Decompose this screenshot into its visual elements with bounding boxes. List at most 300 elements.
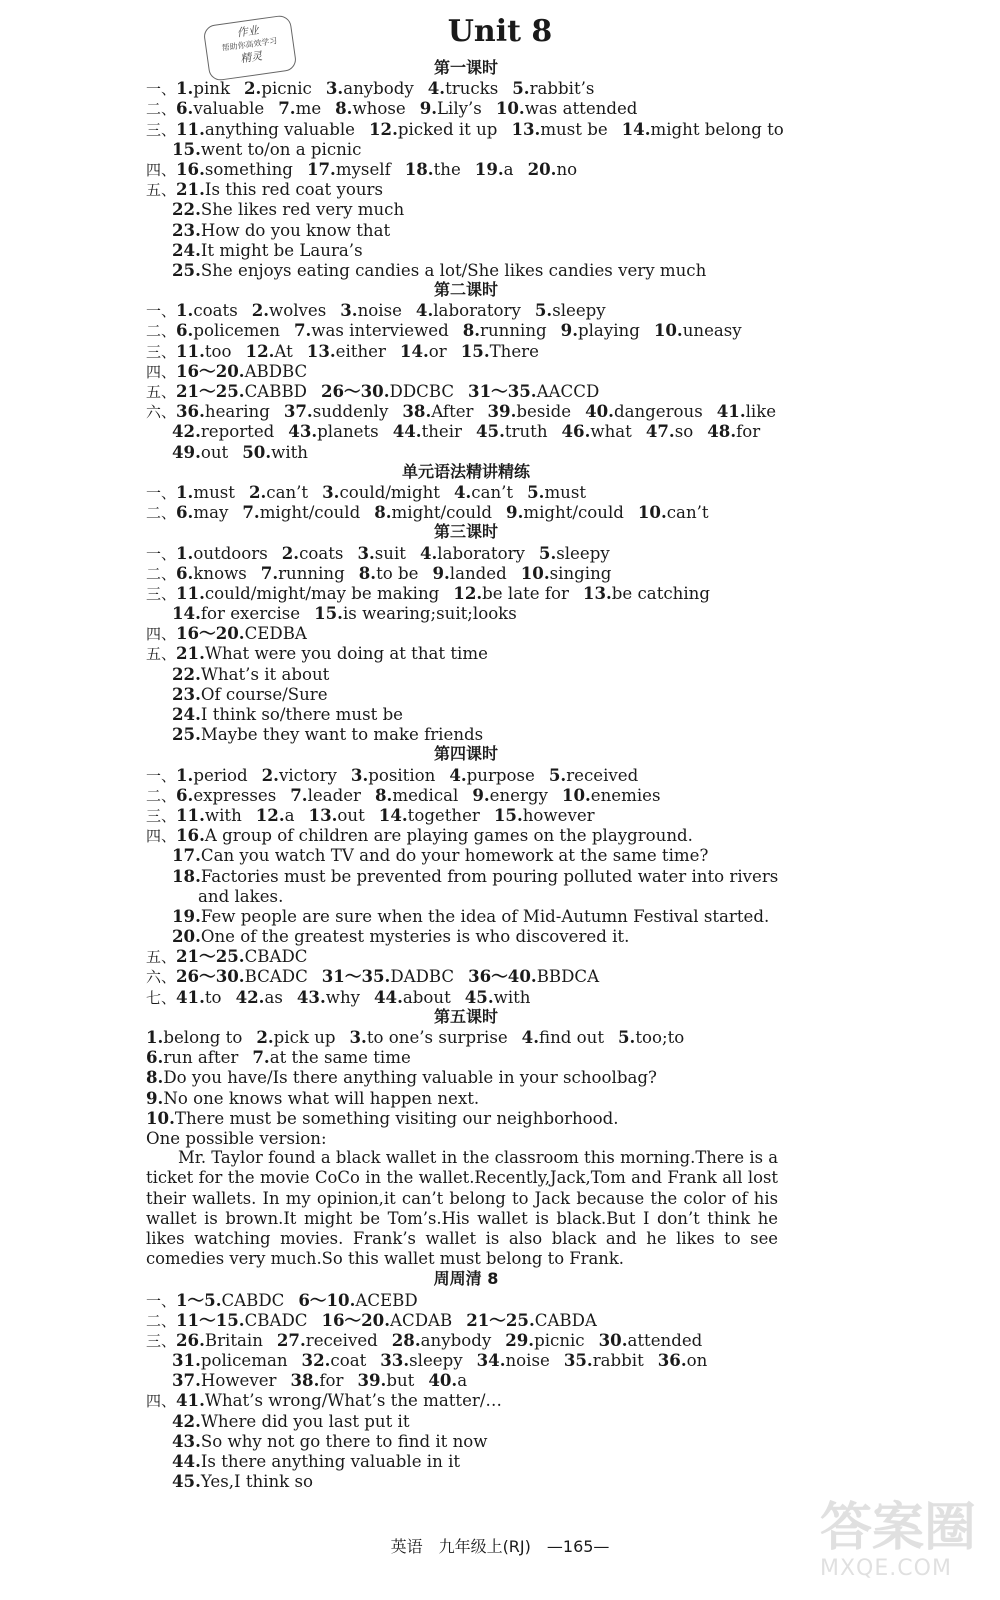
answer-item — [176, 987, 222, 1008]
answer-line — [146, 119, 786, 139]
answer-text: went to/on a picnic — [200, 139, 362, 159]
answer-number: 20. — [527, 158, 557, 179]
answer-line — [146, 1128, 786, 1148]
answer-number: 14. — [399, 340, 429, 361]
answer-number: 31～35. — [321, 966, 391, 987]
answer-text: about — [402, 987, 451, 1007]
answer-text: can’t — [266, 482, 309, 502]
answer-number: 33. — [380, 1350, 410, 1371]
answer-text: however — [522, 805, 595, 825]
answer-text: There must be something visiting our neighborhood. — [174, 1108, 619, 1128]
answer-text: for exercise — [200, 604, 301, 624]
answer-line — [146, 785, 786, 805]
answer-number: 8. — [358, 562, 377, 583]
answer-item — [277, 1330, 378, 1351]
answer-number: 10. — [653, 320, 683, 341]
answer-text: ACDAB — [390, 1310, 453, 1330]
answer-text: too;to — [635, 1028, 685, 1047]
section-marker: 五、 — [146, 181, 177, 200]
answer-item — [176, 805, 242, 826]
answer-item — [658, 1350, 708, 1371]
answer-number: 2. — [244, 78, 262, 99]
answer-number: 39. — [487, 401, 517, 422]
answer-line — [146, 1290, 786, 1310]
answer-number: 1. — [176, 764, 194, 785]
answer-text: wolves — [269, 301, 327, 321]
answer-number: 35. — [563, 1350, 593, 1371]
answer-text: together — [407, 805, 480, 825]
answer-item — [622, 119, 784, 140]
answer-number: 25. — [172, 259, 201, 280]
answer-line — [146, 260, 786, 280]
answer-text: What were you doing at that time — [204, 644, 488, 664]
answer-item — [172, 684, 328, 705]
answer-number: 44. — [392, 421, 422, 442]
section-marker: 三、 — [146, 120, 177, 139]
answer-text: medical — [392, 785, 459, 805]
answer-column — [146, 58, 786, 1491]
answer-item — [146, 1088, 479, 1109]
answer-number: 38. — [402, 401, 432, 422]
watermark-url: MXQE.COM — [820, 1556, 952, 1581]
answer-number: 16～20. — [321, 1309, 391, 1330]
answer-number: 4. — [427, 78, 446, 99]
answer-text: ABDBC — [244, 361, 308, 381]
answer-text: It might be Laura’s — [200, 240, 363, 260]
answer-number: 3. — [349, 1027, 367, 1047]
answer-text: must — [193, 482, 235, 502]
answer-number: 34. — [476, 1350, 506, 1371]
answer-number: 5. — [538, 542, 557, 563]
answer-number: 7. — [293, 320, 312, 341]
answer-item — [393, 421, 462, 442]
answer-text: purpose — [466, 765, 535, 785]
answer-item — [321, 1310, 452, 1331]
answer-text: CABDA — [534, 1310, 597, 1330]
answer-item — [496, 98, 638, 119]
answer-text: is wearing;suit;looks — [342, 604, 517, 624]
answer-item — [463, 320, 547, 341]
section-marker: 一、 — [146, 80, 177, 99]
answer-number: 9. — [419, 98, 438, 119]
answer-text: to be — [376, 563, 419, 583]
answer-text: She enjoys eating candies a lot/She likes candies very much — [200, 260, 707, 280]
answer-number: 26～30. — [320, 381, 390, 401]
answer-item — [291, 1370, 344, 1391]
answer-text: Maybe they want to make friends — [200, 725, 484, 745]
answer-line — [146, 240, 786, 260]
answer-text: outdoors — [193, 543, 268, 563]
answer-item — [322, 482, 440, 503]
section-heading: 第四课时 — [433, 744, 498, 764]
answer-text: for — [319, 1371, 344, 1391]
answer-text: ACEBD — [355, 1290, 418, 1310]
answer-text: received — [566, 765, 639, 785]
answer-text: I think so/there must be — [200, 705, 404, 724]
answer-item — [350, 1027, 508, 1048]
unit-title: Unit 8 — [447, 14, 553, 49]
answer-item — [236, 987, 283, 1008]
answer-text: landed — [449, 563, 507, 583]
answer-item — [176, 159, 293, 180]
answer-item — [172, 724, 483, 745]
answer-text: One possible version: — [146, 1128, 327, 1148]
answer-item — [359, 563, 419, 584]
answer-item — [420, 543, 525, 564]
answer-line — [146, 1390, 786, 1410]
answer-number: 6～10. — [298, 1289, 356, 1310]
answer-item — [717, 401, 776, 422]
answer-text: too — [204, 341, 232, 361]
answer-item — [288, 421, 378, 442]
answer-number: 6. — [146, 1047, 164, 1068]
answer-item — [535, 300, 606, 321]
answer-item — [176, 1330, 263, 1351]
answer-item — [172, 1370, 277, 1391]
answer-item — [512, 78, 594, 99]
answer-item — [314, 603, 517, 624]
answer-text: coats — [193, 301, 238, 321]
answer-number: 11. — [176, 118, 205, 139]
section-heading: 周周清 8 — [433, 1269, 499, 1289]
answer-number: 40. — [428, 1370, 458, 1391]
answer-line — [146, 906, 786, 926]
answer-number: 9. — [472, 784, 490, 805]
answer-item — [357, 543, 406, 564]
answer-item — [297, 987, 360, 1008]
stamp-line: 作业 — [235, 23, 260, 40]
answer-text: might/could — [391, 503, 493, 523]
answer-number: 16～20. — [176, 623, 245, 644]
answer-item — [256, 1027, 335, 1048]
answer-item — [176, 825, 693, 846]
answer-item — [172, 220, 390, 241]
answer-item — [468, 381, 599, 402]
answer-text: belong to — [163, 1028, 243, 1047]
answer-text: could/might — [339, 482, 440, 502]
section-marker: 二、 — [146, 322, 177, 341]
answer-item — [172, 1350, 288, 1371]
answer-item — [172, 926, 629, 947]
answer-line — [146, 341, 786, 361]
answer-item — [172, 1411, 410, 1432]
answer-number: 28. — [391, 1329, 421, 1350]
answer-text: DDCBC — [389, 382, 455, 401]
answer-line — [146, 724, 786, 744]
answer-text: CEDBA — [244, 624, 307, 644]
answer-item — [380, 1350, 462, 1371]
answer-text: There — [489, 341, 539, 361]
section-marker: 二、 — [146, 504, 177, 523]
answer-item — [244, 78, 312, 99]
answer-item — [172, 1431, 487, 1452]
answer-item — [454, 482, 513, 503]
answer-item — [638, 502, 709, 523]
answer-line — [146, 98, 786, 118]
answer-text: planets — [317, 422, 379, 442]
answer-line — [146, 1088, 786, 1108]
answer-line — [146, 765, 786, 785]
answer-text: BCADC — [244, 967, 308, 987]
section-marker: 七、 — [146, 988, 177, 1007]
stamp-line: 帮助你高效学习 — [221, 36, 278, 53]
answer-item — [420, 98, 482, 119]
answer-number: 12. — [453, 582, 483, 603]
answer-item — [176, 623, 307, 644]
answer-number: 2. — [261, 764, 279, 785]
answer-item — [505, 1330, 584, 1351]
answer-line — [146, 300, 786, 320]
answer-number: 27. — [276, 1329, 306, 1350]
answer-number: 30. — [598, 1329, 628, 1350]
answer-number: 1～5. — [176, 1289, 222, 1310]
answer-number: 23. — [172, 683, 201, 704]
answer-number: 50. — [242, 441, 272, 462]
answer-text: DADBC — [390, 967, 455, 987]
answer-item — [172, 664, 329, 685]
section-marker: 三、 — [146, 1331, 177, 1350]
section-marker: 一、 — [146, 1291, 177, 1310]
answer-number: 3. — [350, 764, 369, 785]
answer-item — [402, 401, 473, 422]
answer-item — [583, 583, 710, 604]
answer-number: 2. — [248, 481, 267, 502]
section-heading: 第一课时 — [433, 58, 498, 77]
answer-text: What’s it about — [200, 664, 330, 684]
answer-text: policemen — [193, 321, 280, 341]
answer-item — [322, 966, 454, 987]
answer-text: me — [295, 99, 322, 119]
answer-item — [307, 159, 391, 180]
answer-text: run after — [163, 1048, 239, 1068]
answer-item — [252, 1047, 410, 1068]
answer-number: 10. — [637, 502, 667, 523]
answer-item — [562, 421, 632, 442]
answer-line — [146, 159, 786, 179]
answer-line — [146, 220, 786, 240]
answer-number: 25. — [172, 724, 201, 745]
answer-number: 15. — [172, 138, 201, 159]
answer-number: 4. — [415, 300, 434, 321]
answer-number: 5. — [527, 481, 545, 502]
answer-item — [176, 98, 264, 119]
section-marker: 二、 — [146, 786, 177, 805]
answer-line — [146, 543, 786, 563]
answer-item — [176, 643, 488, 664]
answer-number: 44. — [374, 986, 403, 1007]
answer-number: 42. — [172, 421, 201, 442]
answer-item — [405, 159, 461, 180]
answer-number: 37. — [283, 401, 313, 422]
watermark-text: 答案圈 — [820, 1498, 977, 1558]
answer-number: 47. — [645, 421, 675, 442]
answer-number: 8. — [462, 320, 481, 341]
answer-text: attended — [627, 1330, 703, 1350]
section-heading: 第五课时 — [433, 1006, 498, 1026]
answer-item — [176, 78, 230, 99]
answer-text: After — [431, 402, 474, 422]
answer-text: So why not go there to find it now — [200, 1431, 488, 1451]
answer-text: reported — [200, 422, 275, 442]
answer-line — [146, 583, 786, 603]
answer-item — [392, 1330, 491, 1351]
answer-number: 45. — [464, 986, 494, 1007]
answer-line — [146, 78, 786, 98]
answer-number: 26～30. — [176, 966, 245, 987]
answer-text: A group of children are playing games on the playground. — [204, 826, 693, 846]
answer-item — [375, 785, 458, 806]
answer-item — [284, 401, 389, 422]
answer-text: a — [503, 159, 514, 179]
answer-line — [146, 563, 786, 583]
answer-number: 7. — [260, 562, 279, 583]
answer-line — [146, 704, 786, 724]
answer-item — [176, 785, 276, 806]
answer-item — [374, 987, 451, 1008]
answer-text: policeman — [200, 1351, 288, 1371]
answer-text: Few people are sure when the idea of Mid-Autumn Festival started. — [200, 906, 770, 926]
answer-text: something — [204, 159, 293, 179]
answer-number: 18. — [404, 158, 434, 179]
sample-essay: Mr. Taylor found a black wallet in the classroom this morning.There is a ticket for the movie CoCo in the wallet.Recently,Jack,Tom and Frank all lost their wallets. In my opinion,it can’t belong to Jack because the color of his wallet is brown.It might be Tom’s.His wallet is black.But I don’t think he likes watching movies. Frank’s wallet is also black and he likes to see comedies very much.So this wallet must belong to Frank. — [146, 1148, 778, 1269]
answer-item — [172, 704, 403, 725]
answer-line — [146, 1047, 786, 1067]
answer-number: 10. — [561, 784, 591, 805]
answer-line — [146, 987, 786, 1007]
answer-text: picked it up — [397, 119, 498, 139]
answer-line — [146, 1431, 786, 1451]
answer-number: 31～35. — [468, 381, 537, 401]
answer-number: 8. — [146, 1067, 164, 1088]
answer-item — [176, 966, 308, 987]
answer-item — [172, 199, 404, 220]
answer-line — [146, 1108, 786, 1128]
answer-text: laboratory — [437, 543, 525, 563]
answer-line — [146, 1350, 786, 1370]
answer-text: what — [590, 422, 632, 442]
answer-text: knows — [193, 563, 247, 583]
answer-line — [146, 1067, 786, 1087]
answer-item — [475, 159, 514, 180]
answer-number: 21. — [176, 179, 205, 200]
answer-item — [176, 583, 439, 604]
answer-number: 46. — [561, 421, 591, 442]
answer-number: 5. — [512, 78, 530, 99]
section-marker: 五、 — [146, 645, 177, 664]
answer-text: picnic — [261, 79, 312, 99]
answer-number: 44. — [172, 1451, 201, 1472]
answer-item — [172, 1471, 313, 1492]
answer-number: 26. — [176, 1329, 205, 1350]
answer-number: 8. — [335, 98, 353, 119]
answer-item — [176, 946, 307, 967]
section-marker: 三、 — [146, 584, 177, 603]
answer-item — [176, 1290, 284, 1311]
answer-text: pink — [193, 79, 231, 99]
answer-text: noise — [357, 301, 402, 321]
answer-item — [172, 906, 769, 927]
answer-text: Yes,I think so — [200, 1472, 314, 1492]
answer-number: 6. — [176, 320, 194, 341]
answer-line — [146, 1411, 786, 1431]
answer-item — [432, 563, 506, 584]
answer-text: rabbit’s — [529, 79, 595, 99]
answer-text: must be — [540, 119, 608, 139]
answer-item — [176, 563, 247, 584]
answer-item — [176, 179, 383, 200]
section-marker: 四、 — [146, 362, 177, 381]
answer-text: the — [433, 159, 461, 179]
answer-item — [466, 1310, 597, 1331]
answer-text: hearing — [204, 402, 270, 422]
answer-text: However — [200, 1371, 277, 1391]
answer-text: At — [274, 341, 293, 361]
answer-text: received — [305, 1330, 378, 1350]
answer-text: BBDCA — [536, 967, 600, 987]
answer-number: 1. — [146, 1027, 164, 1047]
section-marker: 一、 — [146, 544, 177, 563]
answer-number: 3. — [325, 78, 344, 99]
answer-number: 10. — [495, 98, 525, 119]
answer-number: 21～25. — [466, 1309, 535, 1330]
answer-number: 12. — [255, 804, 285, 825]
answer-number: 19. — [474, 158, 504, 179]
answer-number: 36. — [176, 401, 205, 422]
answer-number: 14. — [378, 804, 408, 825]
answer-line — [146, 199, 786, 219]
answer-text: coat — [330, 1351, 367, 1371]
answer-number: 5. — [548, 764, 567, 785]
answer-number: 4. — [449, 764, 467, 785]
answer-text: leader — [307, 785, 361, 805]
answer-item — [476, 421, 548, 442]
answer-number: 41. — [176, 986, 205, 1007]
answer-line — [146, 946, 786, 966]
answer-number: 8. — [374, 502, 392, 523]
answer-number: 12. — [245, 340, 275, 361]
watermark-logo — [820, 1500, 990, 1592]
answer-number: 23. — [172, 219, 201, 240]
answer-number: 19. — [172, 905, 201, 926]
answer-number: 20. — [172, 926, 201, 947]
answer-number: 15. — [493, 804, 523, 825]
answer-number: 10. — [520, 562, 550, 583]
answer-item — [527, 482, 586, 503]
answer-text: dangerous — [613, 402, 703, 422]
answer-item — [176, 320, 280, 341]
answer-line — [146, 320, 786, 340]
answer-text: CBADC — [244, 1310, 308, 1330]
answer-line — [146, 179, 786, 199]
answer-text: Is there anything valuable in it — [200, 1452, 461, 1472]
answer-number: 21～25. — [176, 381, 245, 401]
answer-item — [172, 442, 228, 463]
section-marker: 一、 — [146, 483, 177, 502]
section-marker: 二、 — [146, 1311, 177, 1330]
answer-text: energy — [489, 785, 548, 805]
answer-text: out — [200, 442, 229, 462]
answer-line — [146, 1451, 786, 1471]
section-marker: 五、 — [146, 383, 177, 401]
answer-text: noise — [505, 1351, 550, 1371]
answer-item — [340, 300, 402, 321]
answer-text: for — [736, 422, 761, 442]
answer-number: 11～15. — [176, 1309, 245, 1330]
answer-text: Britain — [204, 1330, 263, 1350]
answer-number: 4. — [521, 1027, 539, 1047]
answer-item — [369, 119, 497, 140]
answer-item — [172, 845, 708, 866]
